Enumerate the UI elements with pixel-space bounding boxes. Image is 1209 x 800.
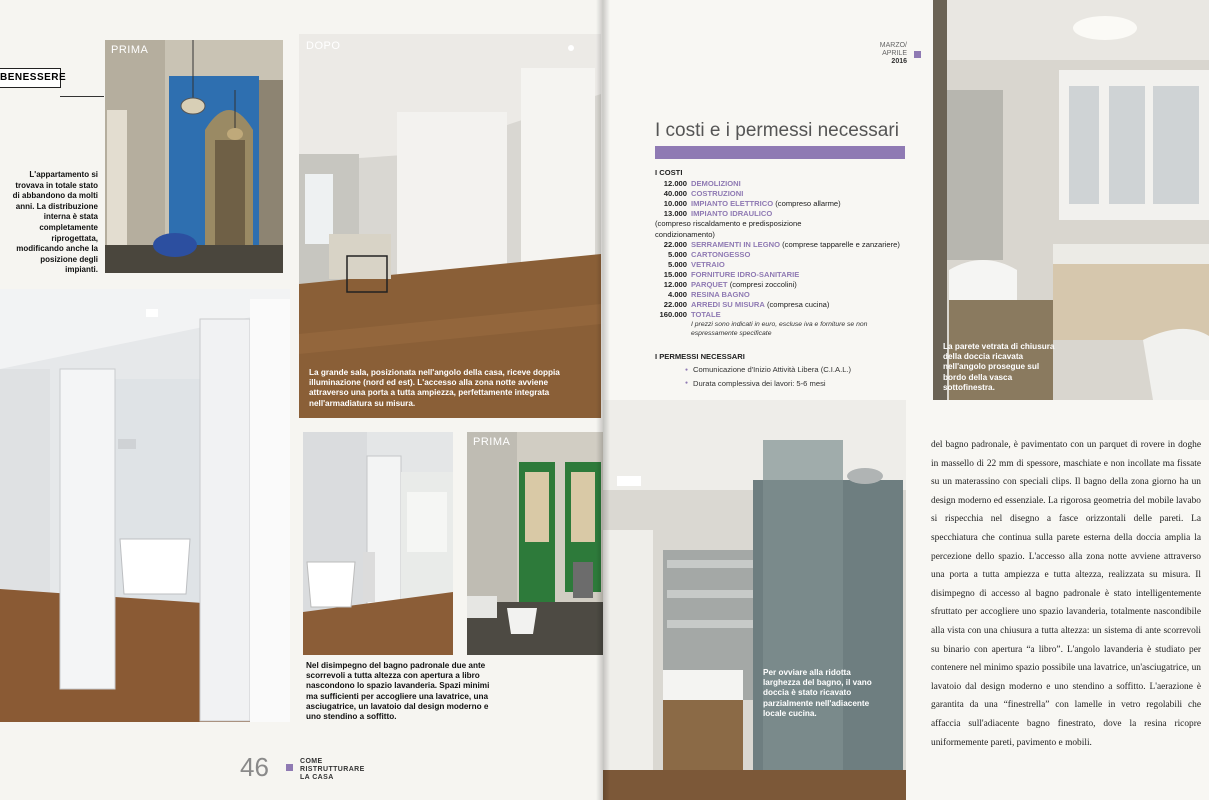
cost-row: 5.000 VETRAIO [667,259,725,269]
footer-line: COME [300,758,323,765]
photo-after-living [299,34,601,418]
costs-title: I costi e i permessi necessari [655,120,899,141]
cost-subnote: condizionamento) [655,229,715,239]
photo-caption-tub: La parete vetrata di chiusura della doccia ricavata nell'angolo prosegue sul bordo della vasca sottofinestra. [943,342,1055,392]
cost-row: 12.000 PARQUET (compresi zoccolini) [663,280,797,290]
footer-line: RISTRUTTURARE [300,766,365,773]
photo-caption-living: La grande sala, posizionata nell'angolo della casa, riceve doppia illuminazione (nord ed est). L'accesso alla zona notte avviene attraverso una porta a tutta ampiezza, perfettamente integrata nell'armadiatura su misura. [309,368,560,408]
footer-title [300,758,365,782]
article-body: del bagno padronale, è pavimentato con un parquet di rovere in doghe in massello di 22 mm di spessore, maschiate e non incollate ma fissate su un materassino con speciali clips. Il bagno della zona giorno ha un design moderno ed essenziale. La rigorosa geometria del mobile lavabo si rispecchia nel disegno a fasce orizzontali delle pareti. La specchiatura che continua sulla parete esterna della doccia amplia la percezione dello spazio. L'accesso alla zona notte avviene attraverso una porta a tutta ampiezza e tutta altezza, realizzata su misura. Il disimpegno di accesso al bagno padronale è stato intelligentemente sfruttato per accogliere uno spazio lavanderia, totalmente nascondibile alla vista con una chiusura a tutta altezza: un sistema di ante scorrevoli su binario con apertura “a libro”. L'angolo lavanderia è studiato per contenere nel minimo spazio possibile una lavatrice, un'asciugatrice, un lavatoio dal design moderno e uno stendino a soffitto. L'aerazione è garantita da una “finestrella” con lamelle in vetro regolabili che affaccia sull'adiacente bagno finestrato, dove la resina ricopre uniformemente pareti, pavimento e mobili. [931,440,1201,748]
date-square-icon [914,51,921,58]
cost-row: 4.000 RESINA BAGNO [667,290,750,300]
cost-row: 10.000 IMPIANTO ELETTRICO (compreso allarme) [663,199,841,209]
photo-tag-before: PRIMA [111,44,149,56]
cost-row: 5.000 CARTONGESSO [667,249,751,259]
date-month2: APRILE [882,50,907,57]
costs-header: I COSTI [655,168,683,177]
section-tag: BENESSERE [0,68,61,88]
photo-laundry-large [0,289,290,722]
costs-note: I prezzi sono indicati in euro, escluse iva e forniture se non [691,321,868,329]
divider [60,96,104,97]
title-bar [655,146,905,159]
photo-tag-after: DOPO [306,40,341,52]
page-number: 46 [240,752,269,782]
footer-line: LA CASA [300,774,334,781]
photo-caption-shower: Per ovviare alla ridotta larghezza del bagno, il vano doccia è stato ricavato parzialmente nell'adiacente locale cucina. [763,668,872,718]
permits-header: I PERMESSI NECESSARI [655,352,745,361]
cost-row-total: 160.000 TOTALE [659,310,721,320]
costs-table [655,168,925,338]
cost-row: 40.000 COSTRUZIONI [663,189,744,199]
side-caption: L'appartamento si trovava in totale stato di abbandono da molti anni. La distribuzione interna è stata completamente riprogettata, modificando anche la posizione degli impianti. [12,170,98,275]
footer-square-icon [286,764,293,771]
photo-before-bathroom [467,432,603,655]
issue-date [873,42,907,66]
cost-row: 22.000 ARREDI SU MISURA (compresa cucina) [663,300,830,310]
bottom-caption: Nel disimpegno del bagno padronale due ante scorrevoli a tutta altezza con apertura a libro nascondono lo spazio lavanderia. Spazi minimi ma sufficienti per accogliere una lavatrice, una asciugatrice, un lavatoio dal design moderno e uno stendino a soffitto. [306,661,490,722]
photo-bathroom-shower [603,400,906,800]
date-month: MARZO/ [879,42,907,49]
cost-row: 12.000 DEMOLIZIONI [663,179,741,189]
photo-tag-before-bathroom: PRIMA [473,436,511,448]
left-page [0,0,603,800]
cost-row: 13.000 IMPIANTO IDRAULICO [663,209,773,219]
costs-note: espressamente specificate [691,330,772,338]
photo-laundry-small [303,432,453,655]
cost-row: 15.000 FORNITURE IDRO-SANITARIE [663,269,800,279]
page-spine [596,0,610,800]
date-year: 2016 [891,58,907,65]
cost-subnote: (compreso riscaldamento e predisposizione [655,219,802,229]
photo-before-hallway [105,40,283,273]
photo-bathroom-tub [933,0,1209,400]
permit-item: ● Comunicazione d'Inizio Attività Libera (C.I.A.L.) [655,363,915,377]
permits-list [655,350,915,390]
right-page [603,0,1209,800]
cost-row: 22.000 SERRAMENTI IN LEGNO (comprese tapparelle e zanzariere) [663,239,900,249]
permit-item: ● Durata complessiva dei lavori: 5-6 mesi [655,377,915,391]
